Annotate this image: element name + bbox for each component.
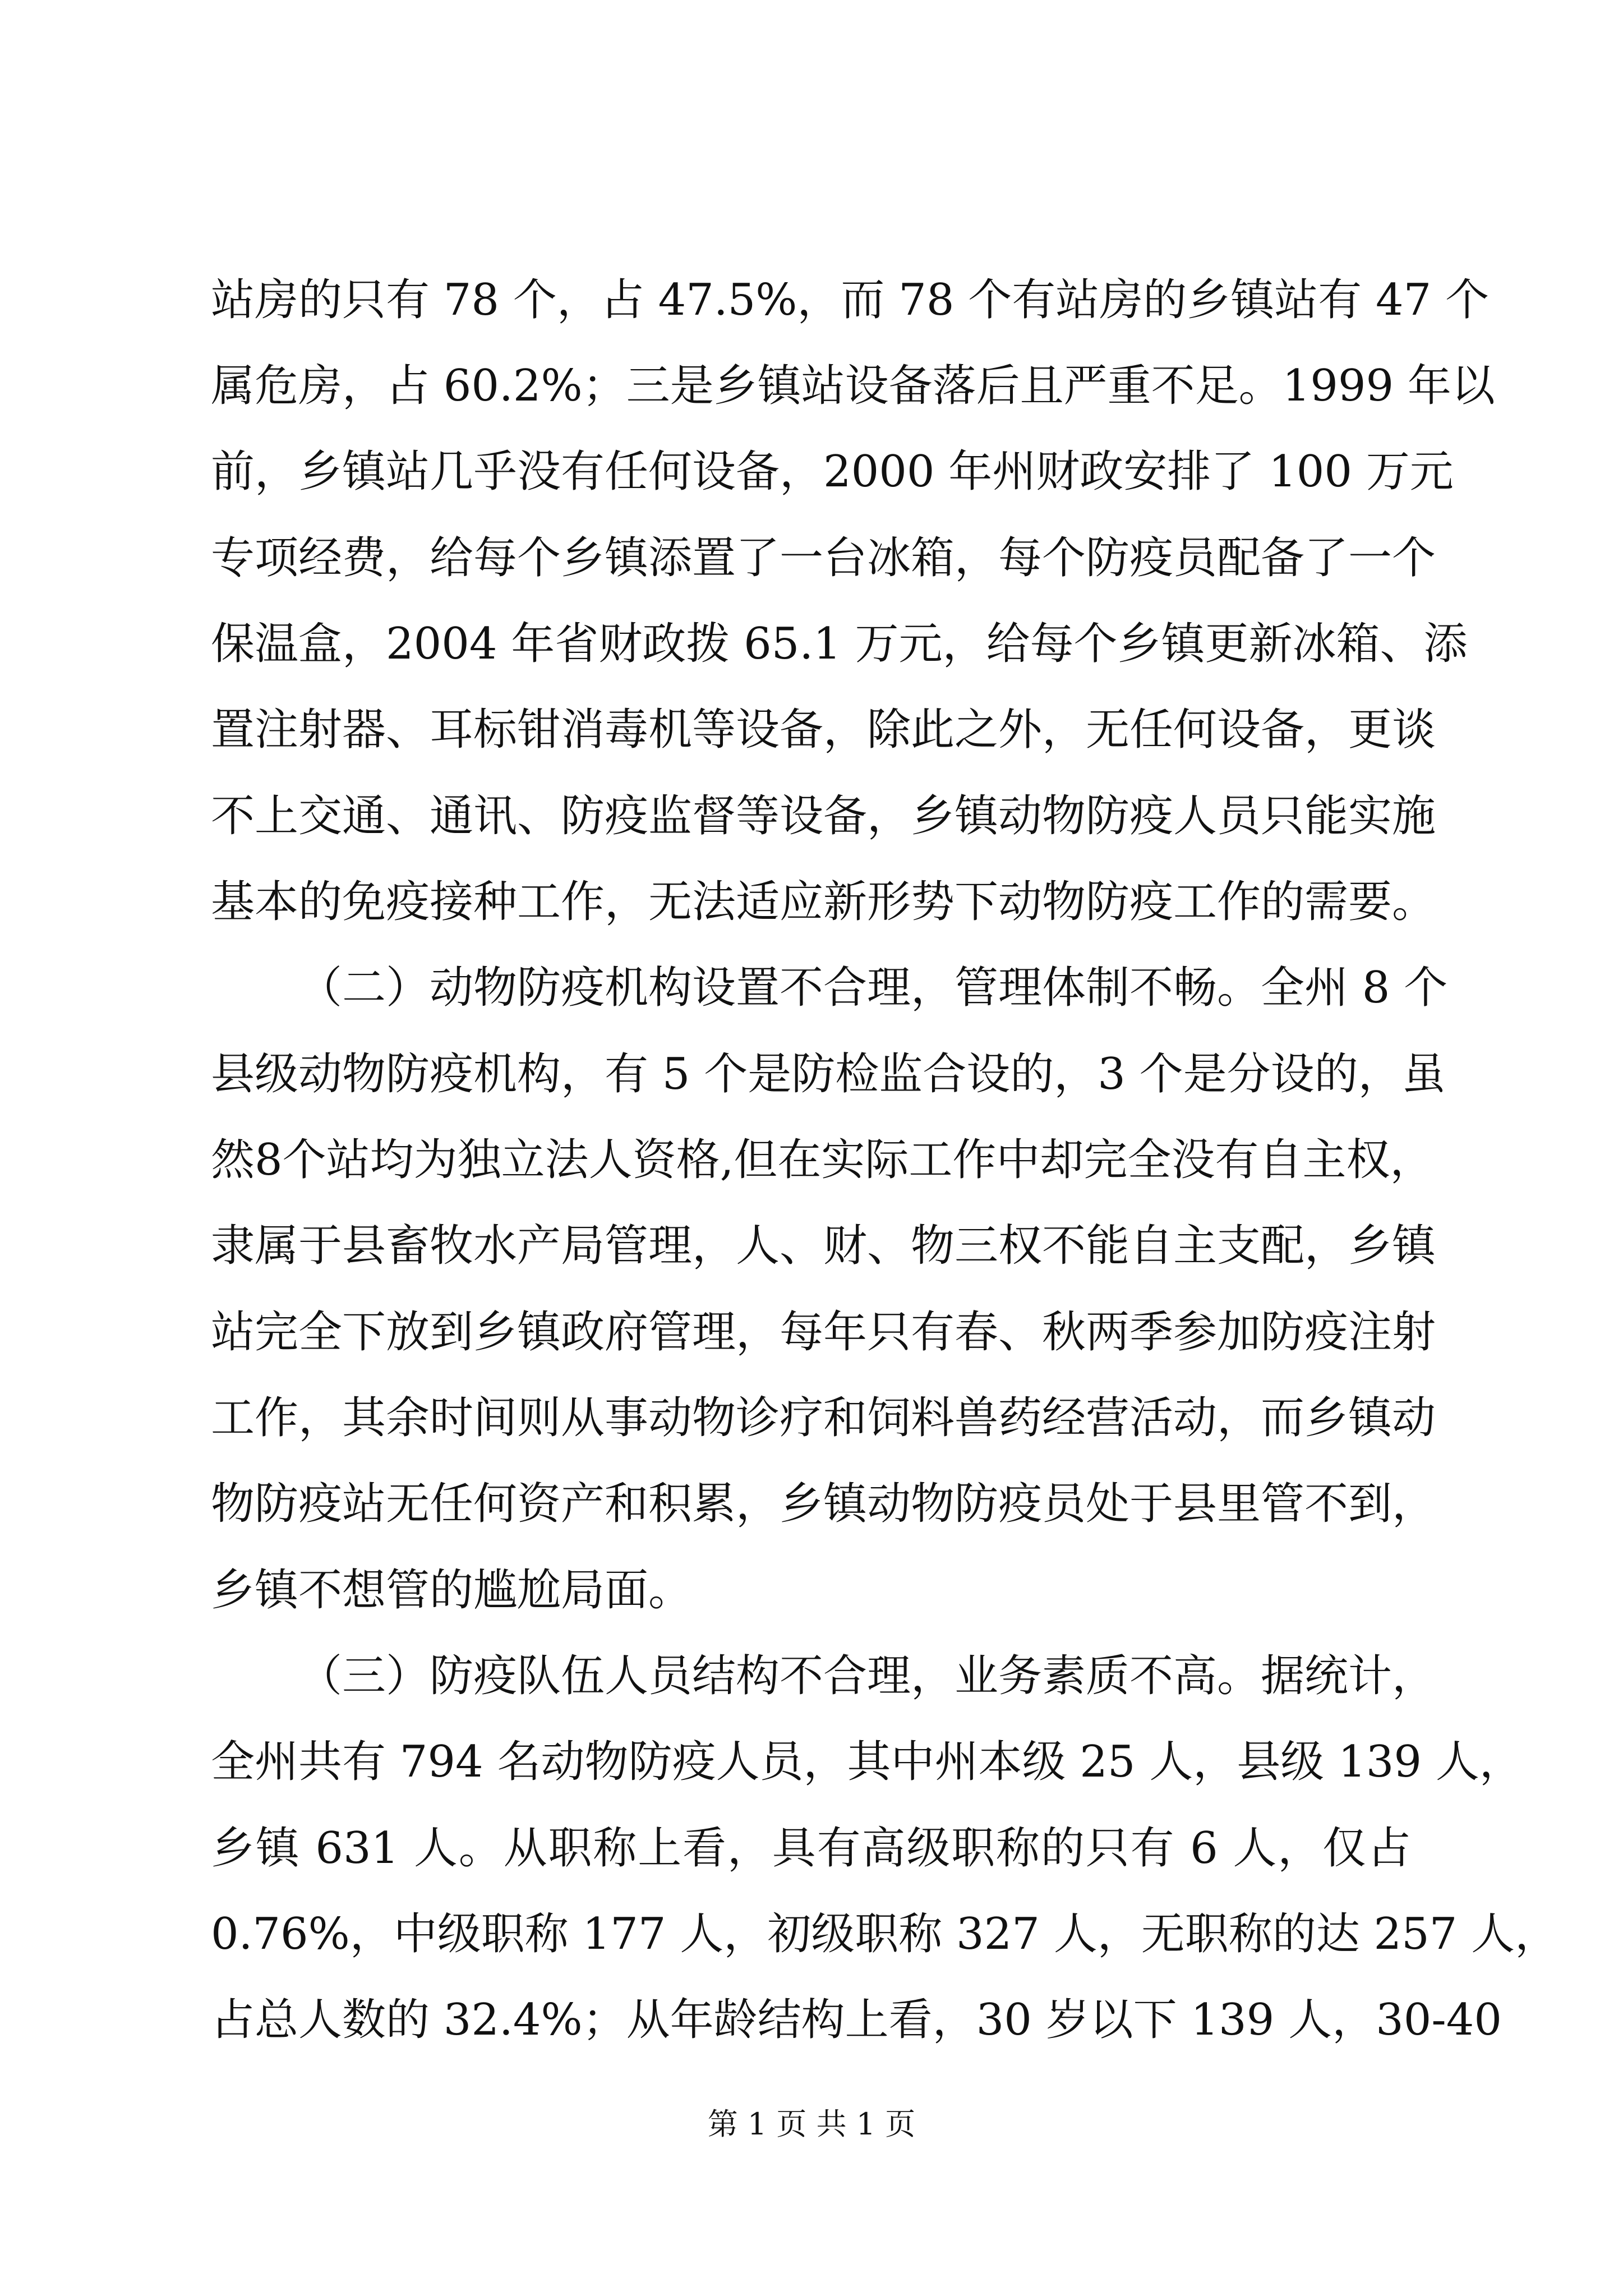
page-footer: 第 1 页 共 1 页: [707, 2106, 916, 2142]
text-line-3: 前，乡镇站几乎没有任何设备，2000 年州财政安排了 100 万元: [211, 447, 1454, 497]
text-line-18: 全州共有 794 名动物防疫人员，其中州本级 25 人，县级 139 人，: [211, 1737, 1523, 1787]
text-line-20: 0.76%，中级职称 177 人，初级职称 327 人，无职称的达 257 人，: [211, 1909, 1559, 1959]
text-line-16: 乡镇不想管的尴尬局面。: [211, 1565, 693, 1616]
text-line-8: 基本的免疫接种工作，无法适应新形势下动物防疫工作的需要。: [211, 877, 1436, 927]
text-line-14: 工作，其余时间则从事动物诊疗和饲料兽药经营活动，而乡镇动: [211, 1393, 1436, 1443]
paragraph-2-first-line: （二）动物防疫机构设置不合理，管理体制不畅。全州 8 个: [298, 963, 1448, 1013]
text-line-13: 站完全下放到乡镇政府管理，每年只有春、秋两季参加防疫注射: [211, 1307, 1436, 1358]
text-line-5: 保温盒，2004 年省财政拨 65.1 万元，给每个乡镇更新冰箱、添: [211, 619, 1468, 669]
text-line-1: 站房的只有 78 个，占 47.5%，而 78 个有站房的乡镇站有 47 个: [211, 275, 1490, 325]
text-line-4: 专项经费，给每个乡镇添置了一台冰箱，每个防疫员配备了一个: [211, 533, 1436, 583]
text-line-2: 属危房，占 60.2%；三是乡镇站设备落后且严重不足。1999 年以: [211, 361, 1495, 411]
text-line-21: 占总人数的 32.4%；从年龄结构上看，30 岁以下 139 人，30-40: [211, 1995, 1502, 2045]
text-line-19: 乡镇 631 人。从职称上看，具有高级职称的只有 6 人，仅占: [211, 1823, 1411, 1874]
text-line-10: 县级动物防疫机构，有 5 个是防检监合设的，3 个是分设的，虽: [211, 1049, 1446, 1099]
paragraph-3-first-line: （三）防疫队伍人员结构不合理，业务素质不高。据统计，: [298, 1651, 1436, 1701]
text-line-12: 隶属于县畜牧水产局管理，人、财、物三权不能自主支配，乡镇: [211, 1221, 1436, 1271]
text-line-6: 置注射器、耳标钳消毒机等设备，除此之外，无任何设备，更谈: [211, 705, 1436, 755]
text-line-11: 然8个站均为独立法人资格,但在实际工作中却完全没有自主权，: [211, 1135, 1434, 1185]
text-line-7: 不上交通、通讯、防疫监督等设备，乡镇动物防疫人员只能实施: [211, 791, 1436, 841]
text-line-15: 物防疫站无任何资产和积累，乡镇动物防疫员处于县里管不到，: [211, 1479, 1436, 1529]
